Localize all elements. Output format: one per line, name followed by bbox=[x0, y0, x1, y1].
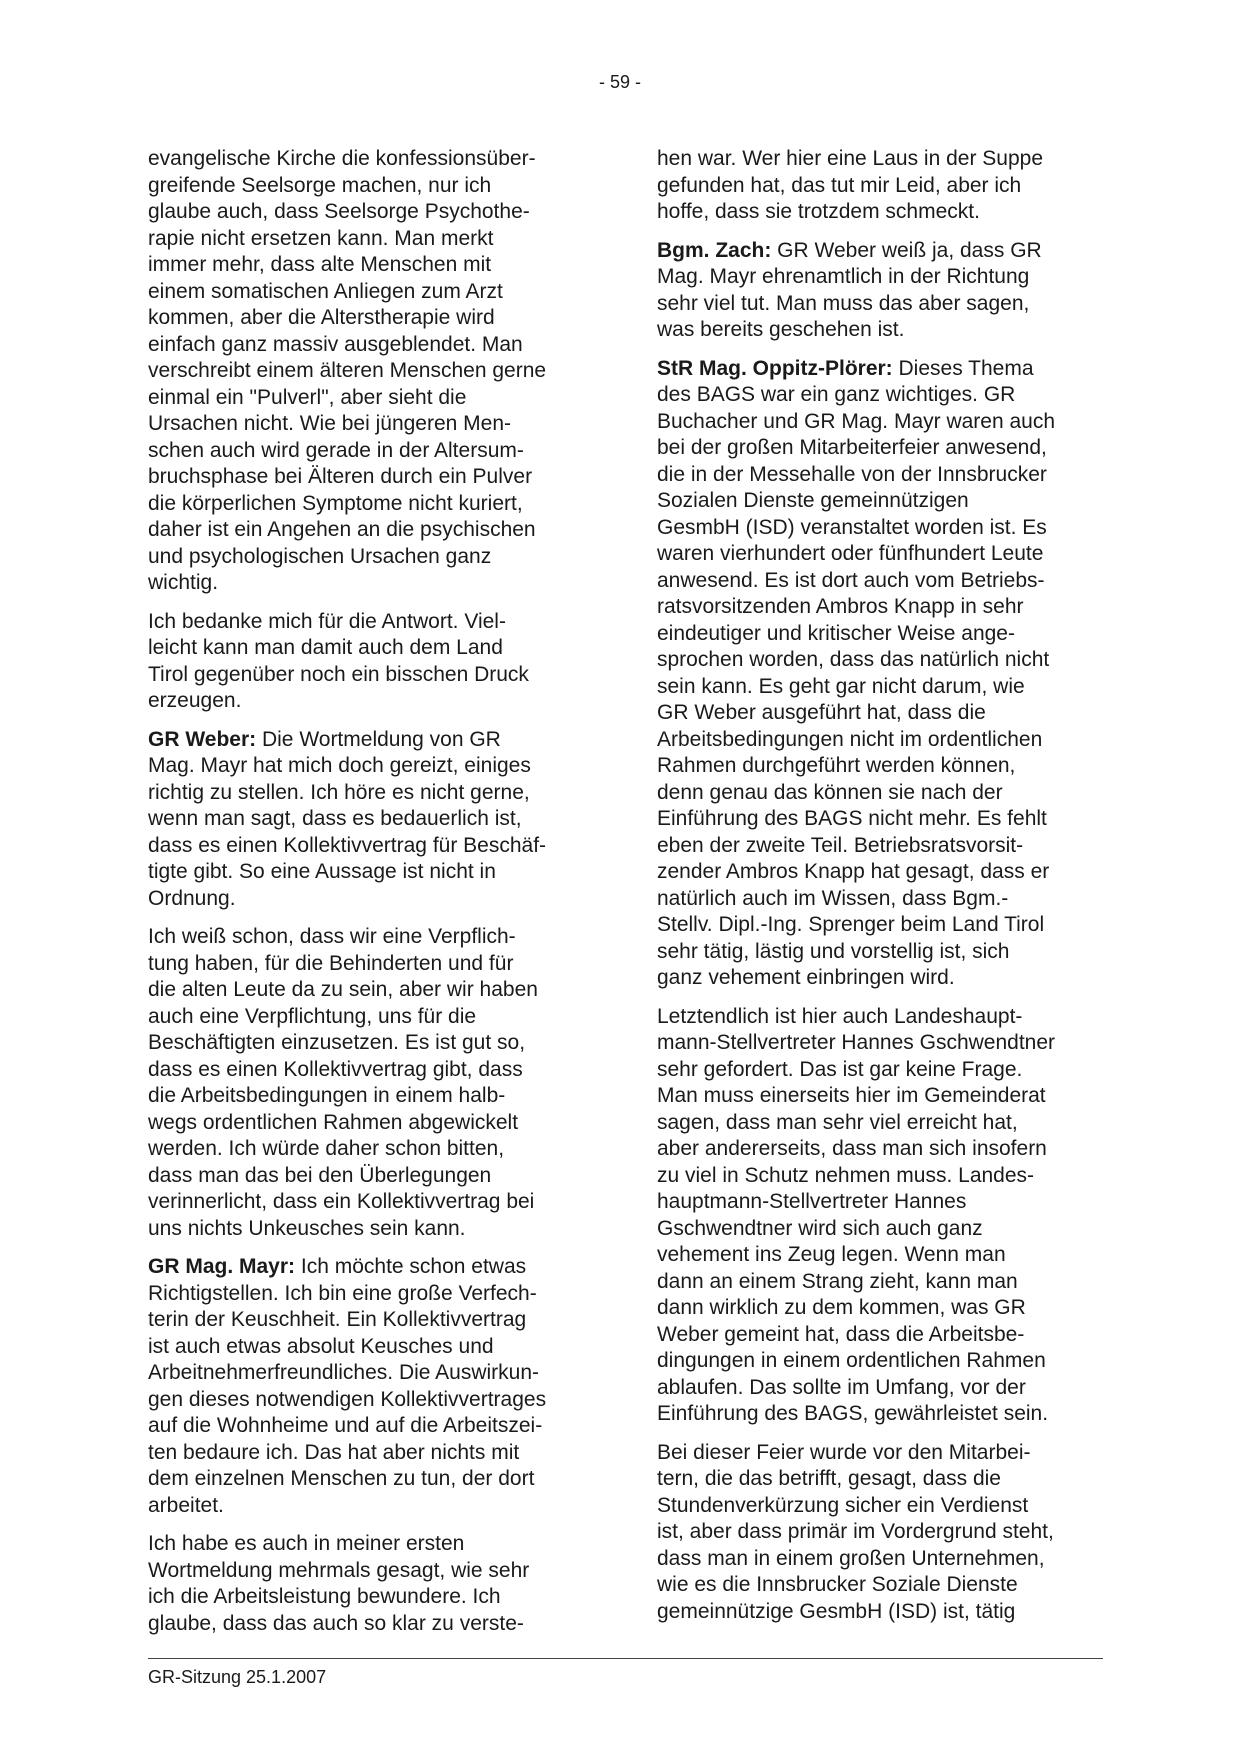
right-column bbox=[657, 146, 1103, 1637]
paragraph-text: Ich weiß schon, dass wir eine Verpflich- tung haben, für die Behinderten und für die alten Leute da zu sein, aber wir haben auch eine Verpflichtung, uns für die Beschäftigten einzusetzen. Es ist gut so, dass es einen Kollektivvertrag gibt, dass die Arbeitsbedingungen in einem halb- wegs ordentlichen Rahmen abgewickelt werden. Ich würde daher schon bitten, dass man das bei den Überlegungen verinnerlicht, dass ein Kollektivvertrag bei uns nichts Unkeusches sein kann. bbox=[148, 925, 538, 1240]
paragraph-text: Die Wortmeldung von GR Mag. Mayr hat mich doch gereizt, einiges richtig zu stellen. Ich höre es nicht gerne, wenn man sagt, dass es bedauerlich ist, dass es einen Kollektivvertrag für Beschäf- tigte gibt. So eine Aussage ist nicht in Ordnung. bbox=[148, 727, 547, 910]
speaker-name: Bgm. Zach: bbox=[657, 238, 772, 262]
paragraph bbox=[148, 924, 588, 1242]
paragraph bbox=[148, 727, 588, 913]
paragraph bbox=[657, 238, 1103, 344]
paragraph-text: Bei dieser Feier wurde vor den Mitarbei- tern, die das betrifft, gesagt, dass die Stundenverkürzung sicher ein Verdienst ist, aber dass primär im Vordergrund steht, dass man in einem großen Unternehmen, wie es die Innsbrucker Soziale Dienste gemeinnützige GesmbH (ISD) ist, tätig bbox=[657, 1440, 1054, 1623]
paragraph-text: Ich möchte schon etwas Richtigstellen. Ich bin eine große Verfech- terin der Keuschheit. Ein Kollektivvertrag ist auch etwas absolut Keusches und Arbeitnehmerfreundliches. Die Auswirkun- gen dieses notwendigen Kollektivvertrages auf die Wohnheime und auf die Arbeitszei- ten bedaure ich. Das hat aber nichts mit dem einzelnen Menschen zu tun, der dort arbeitet. bbox=[148, 1255, 547, 1517]
footer-divider bbox=[148, 1658, 1103, 1659]
speaker-name: StR Mag. Oppitz-Plörer: bbox=[657, 356, 893, 380]
paragraph bbox=[657, 1004, 1103, 1428]
paragraph-text: GR Weber weiß ja, dass GR Mag. Mayr ehrenamtlich in der Richtung sehr viel tut. Man muss das aber sagen, was bereits geschehen ist. bbox=[657, 238, 1042, 341]
paragraph bbox=[148, 146, 588, 597]
paragraph-text: hen war. Wer hier eine Laus in der Suppe gefunden hat, das tut mir Leid, aber ich hoffe, dass sie trotzdem schmeckt. bbox=[657, 147, 1044, 223]
paragraph bbox=[148, 1531, 588, 1637]
paragraph-text: evangelische Kirche die konfessionsüber- greifende Seelsorge machen, nur ich glaube auch, dass Seelsorge Psychothe- rapie nicht ersetzen kann. Man merkt immer mehr, dass alte Menschen mit einem somatischen Anliegen zum Arzt kommen, aber die Alterstherapie wird einfach ganz massiv ausgeblendet. Man verschreibt einem älteren Menschen gerne einmal ein "Pulverl", aber sieht die Ursachen nicht. Wie bei jüngeren Men- schen auch wird gerade in der Altersum- bruchsphase bei Älteren durch ein Pulver die körperlichen Symptome nicht kuriert, daher ist ein Angehen an die psychischen und psychologischen Ursachen ganz wichtig. bbox=[148, 147, 547, 594]
paragraph-text: Ich habe es auch in meiner ersten Wortmeldung mehrmals gesagt, wie sehr ich die Arbeitsleistung bewundere. Ich glaube, dass das auch so klar zu verste- bbox=[148, 1532, 530, 1635]
paragraph bbox=[657, 356, 1103, 992]
page-number: - 59 - bbox=[598, 72, 641, 92]
paragraph-text: Dieses Thema des BAGS war ein ganz wichtiges. GR Buchacher und GR Mag. Mayr waren auch bei der großen Mitarbeiterfeier anwesend, die in der Messehalle von der Innsbrucker Sozialen Dienste gemeinnützigen GesmbH (ISD) veranstaltet worden ist. Es waren vierhundert oder fünfhundert Leute anwesend. Es ist dort auch vom Betriebs- ratsvorsitzenden Ambros Knapp in sehr eindeutiger und kritischer Weise ange- sprochen worden, dass das natürlich nicht sein kann. Es geht gar nicht darum, wie GR Weber ausgeführt hat, dass die Arbeitsbedingungen nicht im ordentlichen Rahmen durchgeführt werden können, denn genau das können sie nach der Einführung des BAGS nicht mehr. Es fehlt eben der zweite Teil. Betriebsratsvorsit- zender Ambros Knapp hat gesagt, dass er natürlich auch im Wissen, dass Bgm.- Stellv. Dipl.-Ing. Sprenger beim Land Tirol sehr tätig, lästig und vorstellig ist, sich ganz vehement einbringen wird. bbox=[657, 356, 1056, 989]
paragraph-text: Ich bedanke mich für die Antwort. Viel- leicht kann man damit auch dem Land Tirol gegenüber noch ein bisschen Druck erzeugen. bbox=[148, 609, 529, 712]
paragraph-text: Letztendlich ist hier auch Landeshaupt- mann-Stellvertreter Hannes Gschwendtner sehr gefordert. Das ist gar keine Frage. Man muss einerseits hier im Gemeinderat sagen, dass man sehr viel erreicht hat, aber andererseits, dass man sich insofern zu viel in Schutz nehmen muss. Landes- hauptmann-Stellvertreter Hannes Gschwendtner wird sich auch ganz vehement ins Zeug legen. Wenn man dann an einem Strang zieht, kann man dann wirklich zu dem kommen, was GR Weber gemeint hat, dass die Arbeitsbe- dingungen in einem ordentlichen Rahmen ablaufen. Das sollte im Umfang, vor der Einführung des BAGS, gewährleistet sein. bbox=[657, 1004, 1056, 1425]
left-column bbox=[148, 146, 588, 1649]
paragraph bbox=[657, 1440, 1103, 1626]
speaker-name: GR Mag. Mayr: bbox=[148, 1255, 296, 1278]
paragraph bbox=[657, 146, 1103, 226]
footer-session-date: GR-Sitzung 25.1.2007 bbox=[148, 1667, 327, 1687]
paragraph bbox=[148, 1254, 588, 1519]
speaker-name: GR Weber: bbox=[148, 727, 257, 751]
paragraph bbox=[148, 609, 588, 715]
